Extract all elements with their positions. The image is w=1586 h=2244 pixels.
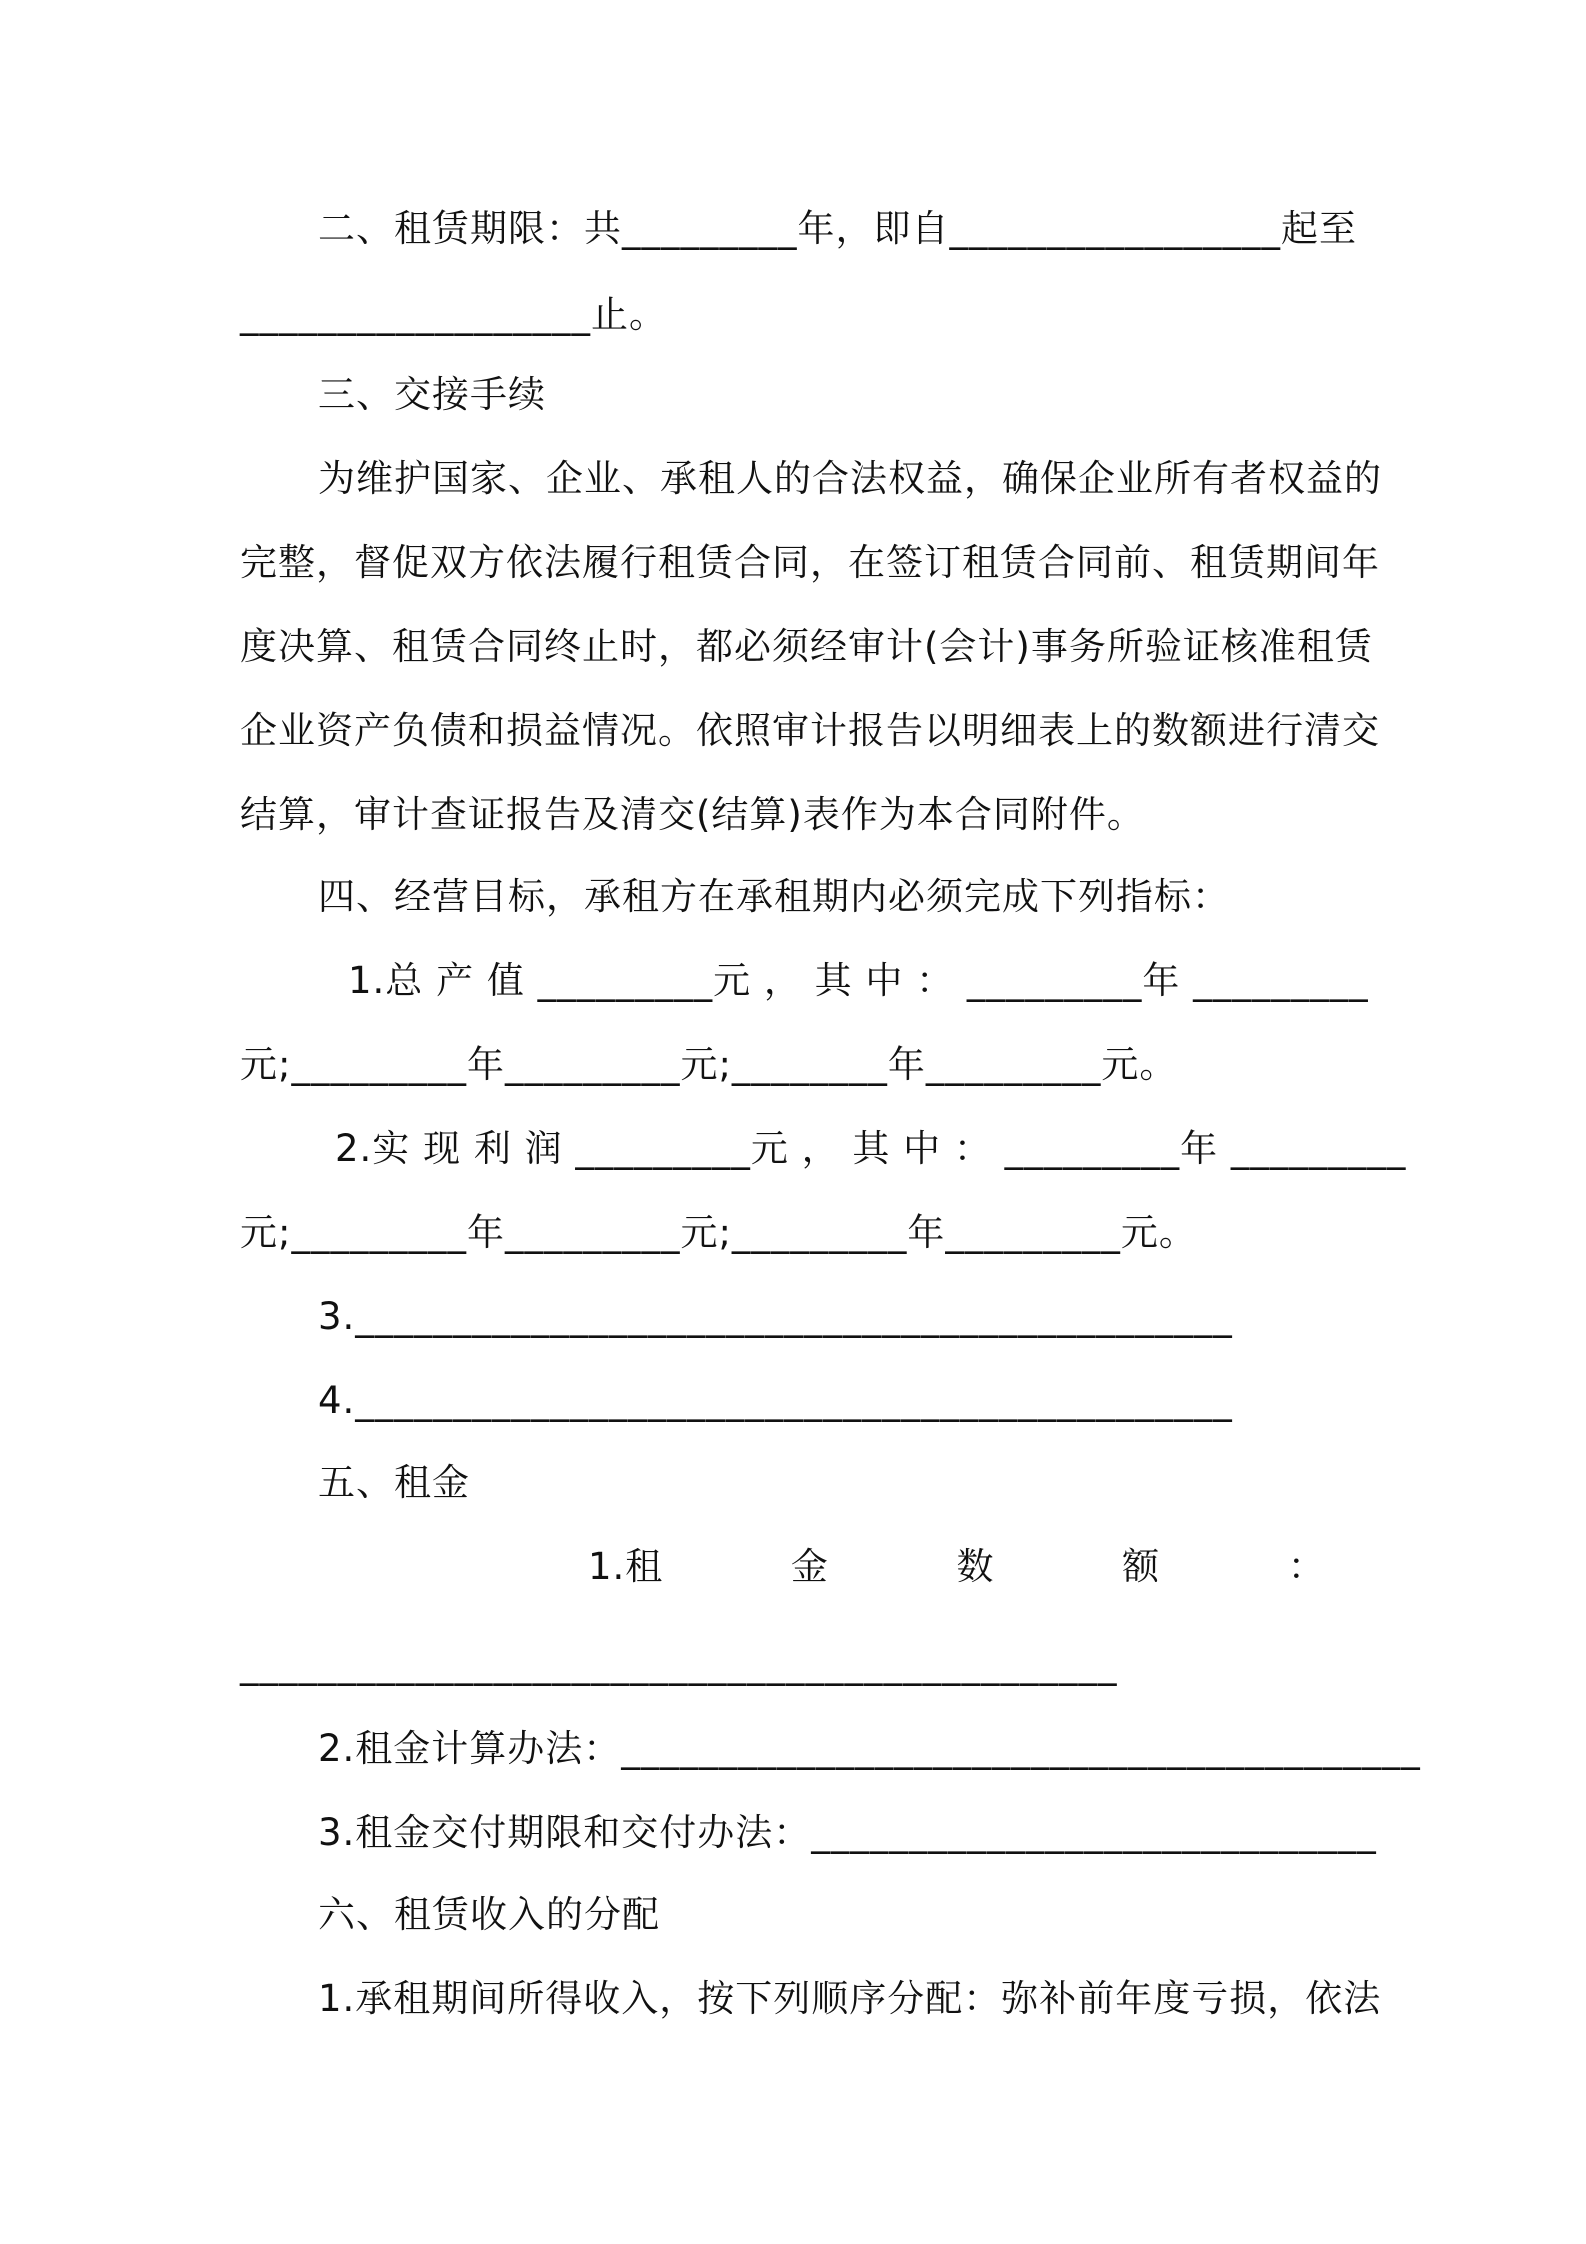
lease-term-end-line: __________________止。 [240, 293, 667, 336]
rent-amount-blank: _____________________________________________ [240, 1643, 1118, 1686]
section-income-distribution-heading: 六、租赁收入的分配 [318, 1893, 660, 1936]
target-item-3: 3._____________________________________________ [318, 1295, 1233, 1338]
section-rent-heading: 五、租金 [318, 1461, 470, 1504]
section-business-targets-heading: 四、经营目标，承租方在承租期内必须完成下列指标： [318, 875, 1230, 918]
target-profit-continued: 元;_________年_________元;_________年_________元。 [240, 1211, 1197, 1254]
rent-amount-label: 1.租 金 数 额 ： [588, 1545, 1326, 1588]
rent-calculation-method-line: 2.租金计算办法：_________________________________________ [318, 1727, 1421, 1770]
target-total-output-continued: 元;_________年_________元;________年_________元。 [240, 1043, 1178, 1086]
handover-paragraph-line-2: 完整，督促双方依法履行租赁合同，在签订租赁合同前、租赁期间年 [240, 541, 1380, 584]
section-handover-heading: 三、交接手续 [318, 373, 546, 416]
target-item-4: 4._____________________________________________ [318, 1379, 1233, 1422]
income-distribution-item-1: 1.承租期间所得收入，按下列顺序分配：弥补前年度亏损，依法 [318, 1977, 1382, 2020]
handover-paragraph-line-4: 企业资产负债和损益情况。依照审计报告以明细表上的数额进行清交 [240, 709, 1380, 752]
target-profit-line: 2.实 现 利 润 _________元 ， 其 中 ： _________年 _________ [335, 1127, 1407, 1170]
lease-term-line: 二、租赁期限：共_________年，即自_________________起至 [318, 207, 1357, 250]
handover-paragraph-line-3: 度决算、租赁合同终止时，都必须经审计(会计)事务所验证核准租赁 [240, 625, 1373, 668]
handover-paragraph-line-5: 结算，审计查证报告及清交(结算)表作为本合同附件。 [240, 793, 1145, 836]
rent-payment-terms-line: 3.租金交付期限和交付办法：_____________________________ [318, 1811, 1377, 1854]
handover-paragraph-line-1: 为维护国家、企业、承租人的合法权益，确保企业所有者权益的 [318, 457, 1382, 500]
target-total-output-line: 1.总 产 值 _________元 ， 其 中 ： _________年 _________ [348, 959, 1369, 1002]
